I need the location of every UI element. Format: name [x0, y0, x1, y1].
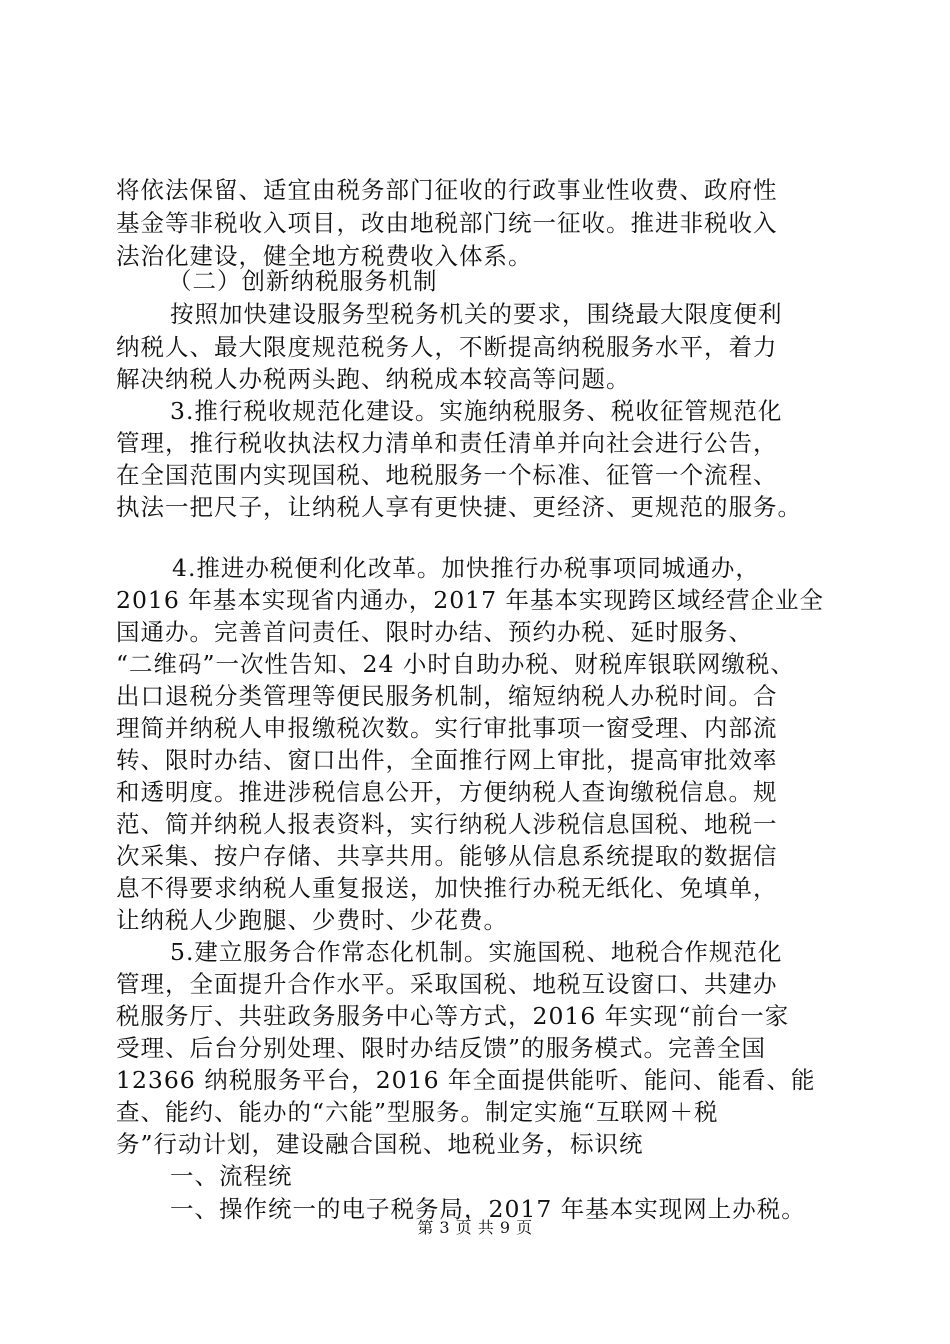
body-text-line: 纳税人、最大限度规范税务人，不断提高纳税服务水平，着力	[116, 333, 778, 361]
body-text-line: 法治化建设，健全地方税费收入体系。	[116, 242, 533, 270]
body-text-line: 3.推行税收规范化建设。实施纳税服务、税收征管规范化	[170, 397, 783, 425]
body-text-line: 将依法保留、适宜由税务部门征收的行政事业性收费、政府性	[116, 176, 778, 204]
body-text-line: 务”行动计划，建设融合国税、地税业务，标识统	[116, 1130, 644, 1158]
body-text-line: 息不得要求纳税人重复报送，加快推行办税无纸化、免填单，	[116, 874, 778, 902]
body-text-line: 管理，推行税收执法权力清单和责任清单并向社会进行公告，	[116, 429, 778, 457]
body-text-line: 按照加快建设服务型税务机关的要求，围绕最大限度便利	[170, 300, 783, 328]
body-text-line: 转、限时办结、窗口出件，全面推行网上审批，提高审批效率	[116, 746, 778, 774]
body-text-line: 国通办。完善首问责任、限时办结、预约办税、延时服务、	[116, 618, 753, 646]
body-text-line: 理简并纳税人申报缴税次数。实行审批事项一窗受理、内部流	[116, 714, 778, 742]
body-text-line: 税服务厅、共驻政务服务中心等方式，2016 年实现“前台一家	[116, 1002, 790, 1030]
body-text-line: 执法一把尺子，让纳税人享有更快捷、更经济、更规范的服务。	[116, 493, 802, 521]
body-text-line: 次采集、按户存储、共享共用。能够从信息系统提取的数据信	[116, 842, 778, 870]
body-text-line: 范、简并纳税人报表资料，实行纳税人涉税信息国税、地税一	[116, 810, 778, 838]
body-text-line: 一、操作统一的电子税务局，2017 年基本实现网上办税。	[170, 1195, 806, 1223]
body-text-line: 出口退税分类管理等便民服务机制，缩短纳税人办税时间。合	[116, 682, 778, 710]
body-text-line: 让纳税人少跑腿、少费时、少花费。	[116, 906, 508, 934]
body-text-line: 5.建立服务合作常态化机制。实施国税、地税合作规范化	[170, 938, 783, 966]
body-text-line: 受理、后台分别处理、限时办结反馈”的服务模式。完善全国	[116, 1034, 767, 1062]
body-text-line: 查、能约、能办的“六能”型服务。制定实施“互联网＋税	[116, 1098, 719, 1126]
body-text-line: 12366 纳税服务平台，2016 年全面提供能听、能问、能看、能	[116, 1066, 816, 1094]
body-text-line: “二维码”一次性告知、24 小时自助办税、财税库银联网缴税、	[116, 650, 795, 678]
body-text-line: 在全国范围内实现国税、地税服务一个标准、征管一个流程、	[116, 461, 778, 489]
page-number-footer: 第 3 页 共 9 页	[417, 1218, 533, 1237]
body-text-line: 基金等非税收入项目，改由地税部门统一征收。推进非税收入	[116, 209, 778, 237]
body-text-line: 2016 年基本实现省内通办，2017 年基本实现跨区域经营企业全	[116, 586, 825, 614]
body-text-line: 一、流程统	[170, 1162, 293, 1190]
body-text-line: 4.推进办税便利化改革。加快推行办税事项同城通办，	[172, 554, 760, 582]
section-heading: （二）创新纳税服务机制	[168, 267, 438, 295]
body-text-line: 和透明度。推进涉税信息公开，方便纳税人查询缴税信息。规	[116, 778, 778, 806]
body-text-line: 解决纳税人办税两头跑、纳税成本较高等问题。	[116, 365, 631, 393]
body-text-line: 管理，全面提升合作水平。采取国税、地税互设窗口、共建办	[116, 970, 778, 998]
